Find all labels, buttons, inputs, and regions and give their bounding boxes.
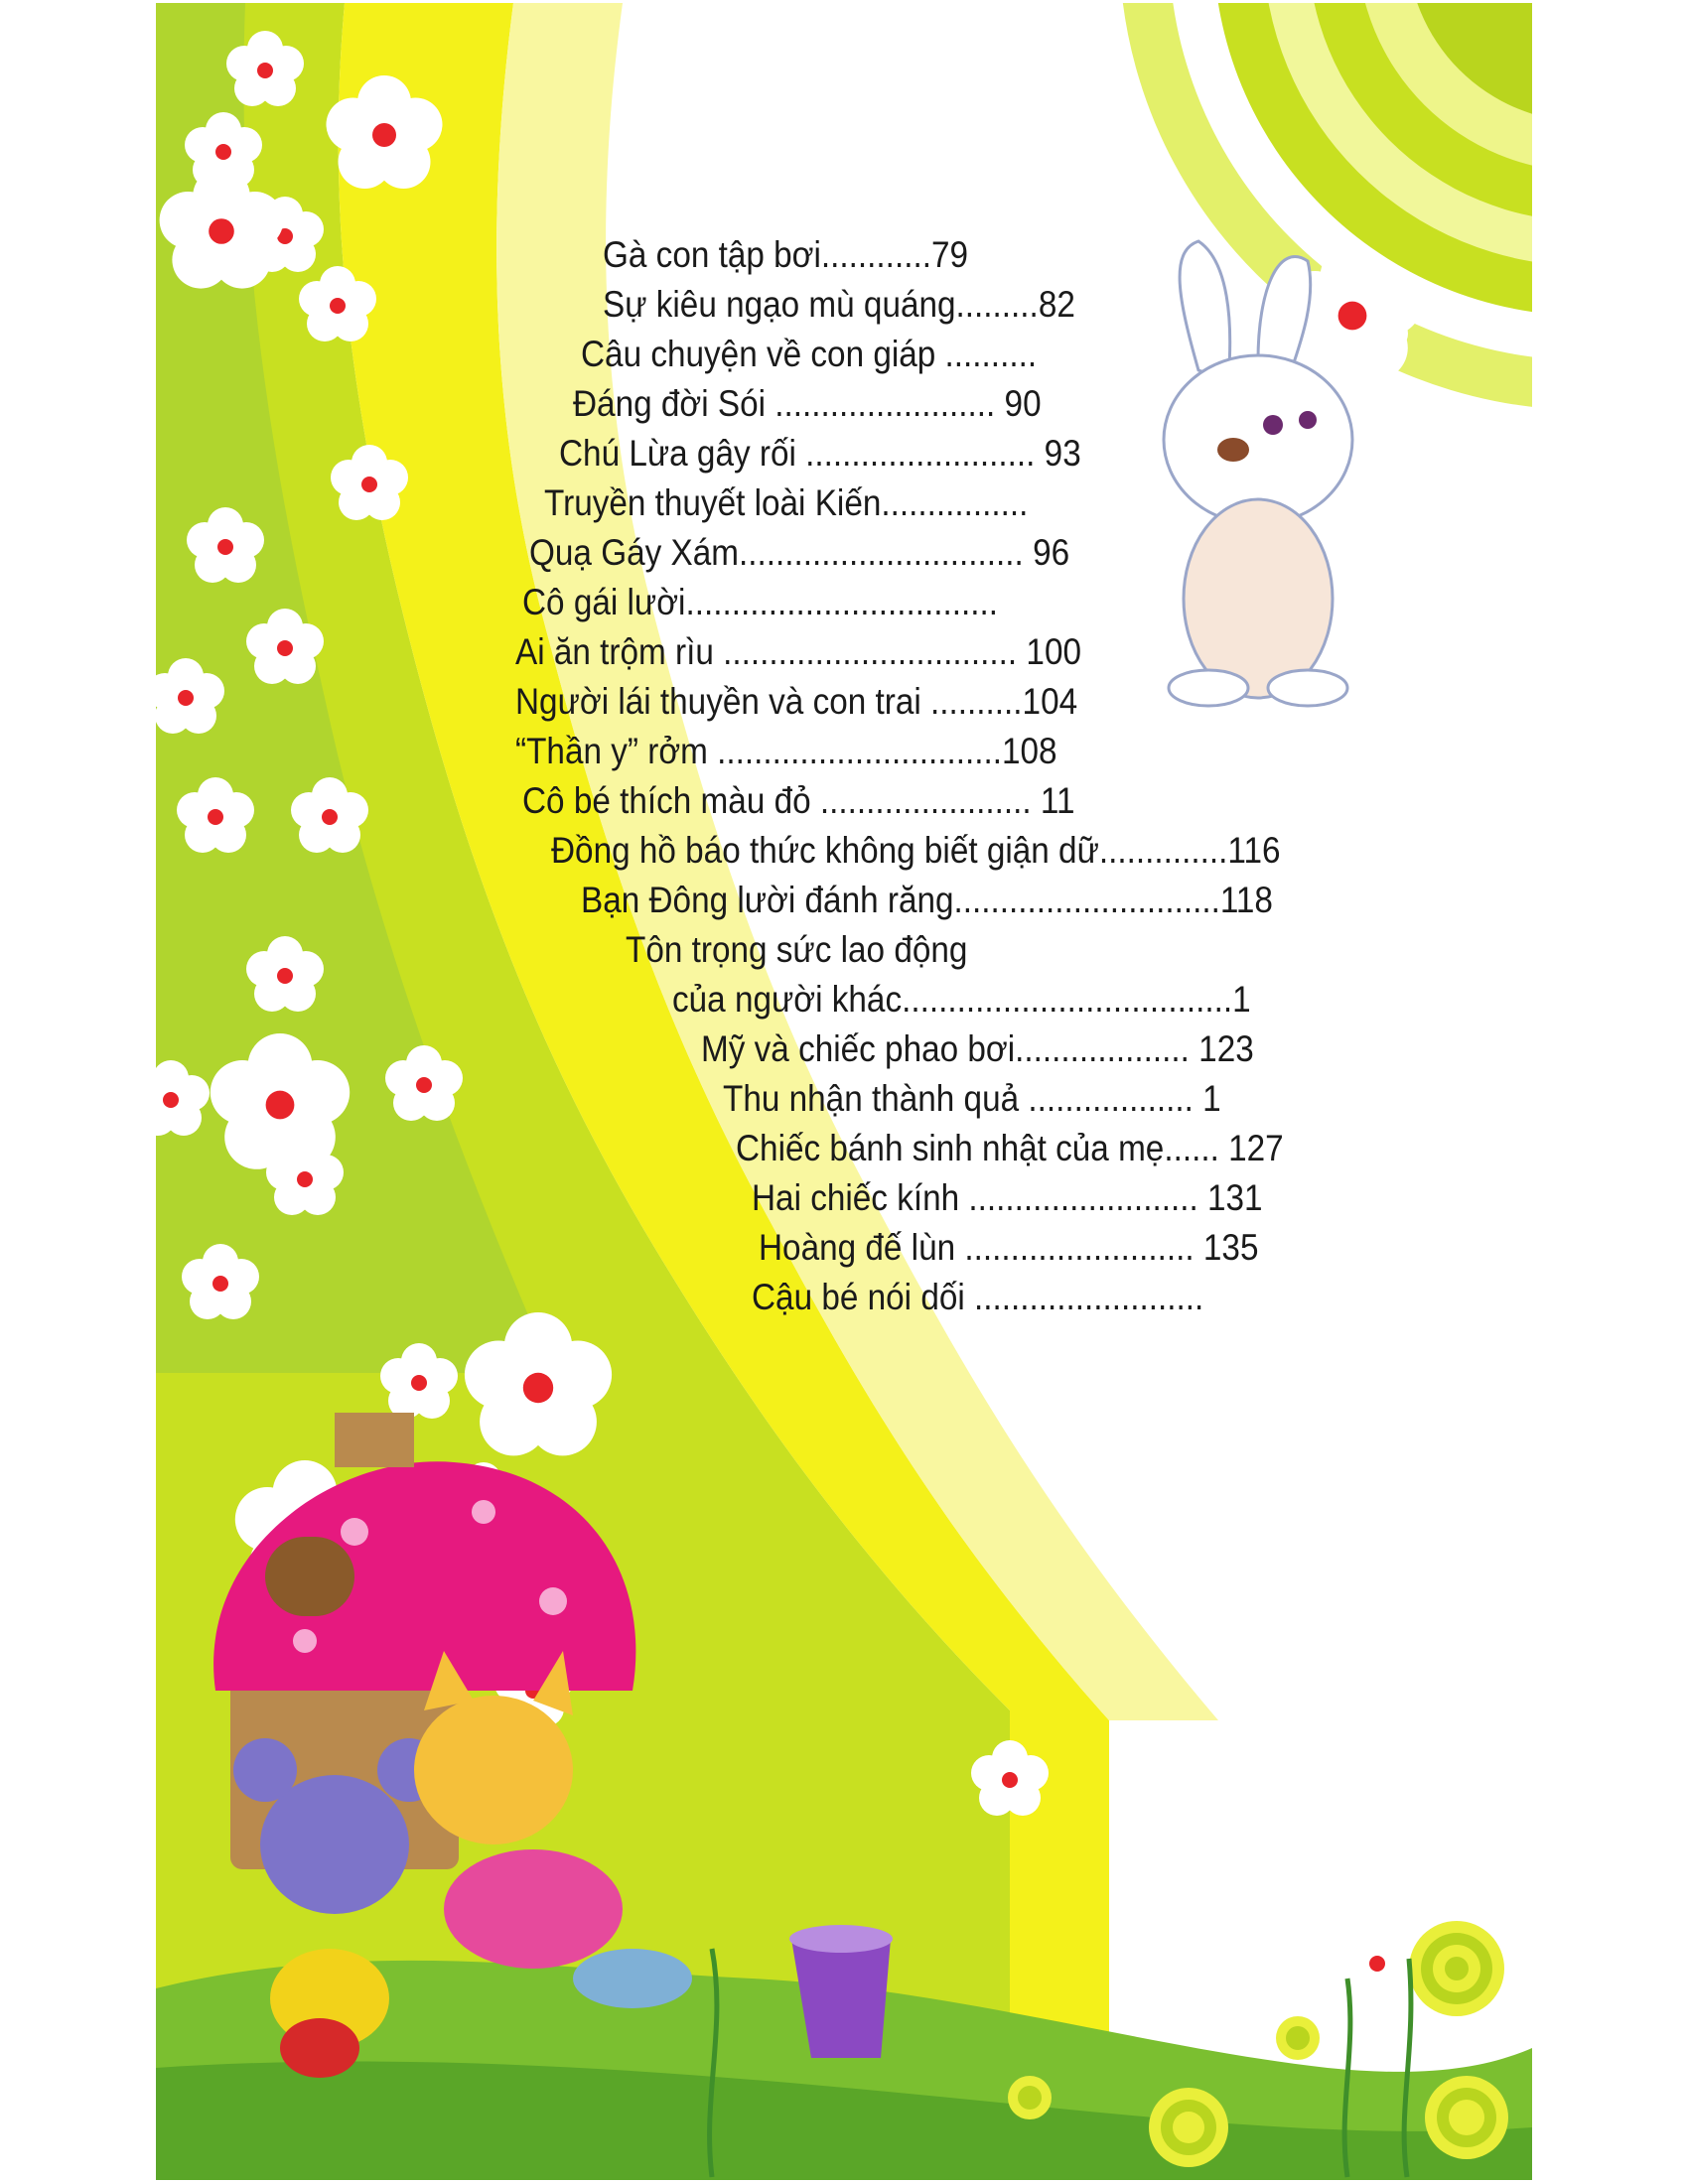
toc-entry-page: 1 — [1193, 1078, 1221, 1119]
toc-entry-page: 1 — [1232, 979, 1251, 1020]
toc-entry-13[interactable] — [551, 829, 1281, 873]
toc-entry-5[interactable] — [559, 432, 1081, 476]
toc-entry-leader: ......................... — [959, 1177, 1198, 1218]
toc-entry-page: 108 — [1001, 731, 1057, 771]
toc-entry-title: Bạn Đông lười đánh răng — [581, 880, 954, 920]
toc-entry-title: Ai ăn trộm rìu — [515, 631, 714, 672]
toc-entry-title: Chiếc bánh sinh nhật của mẹ — [736, 1128, 1165, 1168]
toc-entry-6[interactable] — [544, 481, 1028, 525]
toc-entry-title: Hoàng đế lùn — [759, 1227, 956, 1268]
toc-entry-page: 93 — [1035, 433, 1081, 474]
toc-entry-title: Mỹ và chiếc phao bơi — [701, 1028, 1016, 1069]
toc-entry-title: Quạ Gáy Xám — [529, 532, 739, 573]
toc-entry-title: Sự kiêu ngạo mù quáng — [603, 284, 956, 325]
toc-entry-7[interactable] — [529, 531, 1069, 575]
toc-entry-leader: ........................ — [766, 383, 996, 424]
toc-entry-15[interactable] — [626, 928, 967, 972]
toc-entry-leader: ................ — [881, 482, 1029, 523]
toc-entry-title: Thu nhận thành quả — [723, 1078, 1020, 1119]
toc-entry-18[interactable] — [723, 1077, 1221, 1121]
toc-entry-17[interactable] — [701, 1027, 1254, 1071]
toc-entry-page: 90 — [995, 383, 1042, 424]
toc-entry-title: Hai chiếc kính — [752, 1177, 960, 1218]
toc-entry-leader: ............................... — [738, 532, 1024, 573]
toc-entry-leader: ...... — [1164, 1128, 1219, 1168]
toc-entry-3[interactable] — [581, 333, 1037, 376]
toc-entry-page: 123 — [1189, 1028, 1254, 1069]
book-page — [156, 3, 1532, 2180]
toc-entry-leader: ................... — [1015, 1028, 1190, 1069]
toc-entry-leader: ......................... — [955, 1227, 1195, 1268]
toc-entry-1[interactable] — [603, 233, 968, 277]
toc-entry-title: Tôn trọng sức lao động — [626, 929, 968, 970]
toc-entry-12[interactable] — [522, 779, 1075, 823]
toc-entry-title: Chú Lừa gây rối — [559, 433, 796, 474]
toc-entry-leader: ............ — [820, 234, 931, 275]
toc-entry-page: 118 — [1219, 880, 1273, 920]
toc-entry-page: 100 — [1017, 631, 1081, 672]
toc-entry-leader: .................................. — [685, 582, 999, 622]
toc-entry-leader: .................................... — [902, 979, 1233, 1020]
toc-entry-title: Gà con tập bơi — [603, 234, 821, 275]
toc-entry-leader: .............. — [1098, 830, 1228, 871]
toc-entry-leader: ............................... — [707, 731, 1002, 771]
toc-entry-leader: ....................... — [810, 780, 1032, 821]
toc-entry-22[interactable] — [752, 1276, 1203, 1319]
toc-entry-leader: ............................. — [953, 880, 1220, 920]
toc-entry-page: 96 — [1023, 532, 1070, 573]
toc-entry-9[interactable] — [515, 630, 1081, 674]
toc-entry-4[interactable] — [573, 382, 1042, 426]
toc-entry-leader: ................................ — [713, 631, 1018, 672]
toc-entry-20[interactable] — [752, 1176, 1263, 1220]
toc-entry-11[interactable] — [515, 730, 1057, 773]
toc-entry-title: Cô gái lười — [522, 582, 686, 622]
toc-entry-title: của người khác — [672, 979, 903, 1020]
toc-entry-title: Đồng hồ báo thức không biết giận dữ — [551, 830, 1099, 871]
toc-entry-2[interactable] — [603, 283, 1075, 327]
toc-entry-title: Câu chuyện về con giáp — [581, 334, 936, 374]
toc-entry-page: 82 — [1038, 284, 1075, 325]
toc-entry-leader: ......... — [955, 284, 1039, 325]
toc-entry-leader: .................. — [1019, 1078, 1194, 1119]
toc-entry-title: Đáng đời Sói — [573, 383, 767, 424]
toc-entry-page: 131 — [1197, 1177, 1263, 1218]
table-of-contents — [156, 3, 1532, 2180]
toc-entry-title: Cậu bé nói dối — [752, 1277, 965, 1317]
toc-entry-title: Người lái thuyền và con trai — [515, 681, 921, 722]
toc-entry-page: 135 — [1194, 1227, 1259, 1268]
toc-entry-page: 116 — [1227, 830, 1281, 871]
toc-entry-page: 79 — [930, 234, 968, 275]
toc-entry-title: Truyền thuyết loài Kiến — [544, 482, 882, 523]
toc-entry-page: 127 — [1218, 1128, 1284, 1168]
toc-entry-title: Cô bé thích màu đỏ — [522, 780, 811, 821]
toc-entry-page: 104 — [1022, 681, 1078, 722]
toc-entry-leader: ......................... — [795, 433, 1036, 474]
toc-entry-14[interactable] — [581, 879, 1273, 922]
toc-entry-8[interactable] — [522, 581, 998, 624]
toc-entry-title: “Thần y” rởm — [515, 731, 708, 771]
toc-entry-leader: ......................... — [964, 1277, 1204, 1317]
toc-entry-10[interactable] — [515, 680, 1077, 724]
toc-entry-leader: .......... — [920, 681, 1023, 722]
toc-entry-leader: .......... — [935, 334, 1038, 374]
toc-entry-19[interactable] — [736, 1127, 1284, 1170]
toc-entry-21[interactable] — [759, 1226, 1258, 1270]
toc-entry-16[interactable] — [672, 978, 1251, 1022]
toc-entry-page: 11 — [1031, 780, 1075, 821]
